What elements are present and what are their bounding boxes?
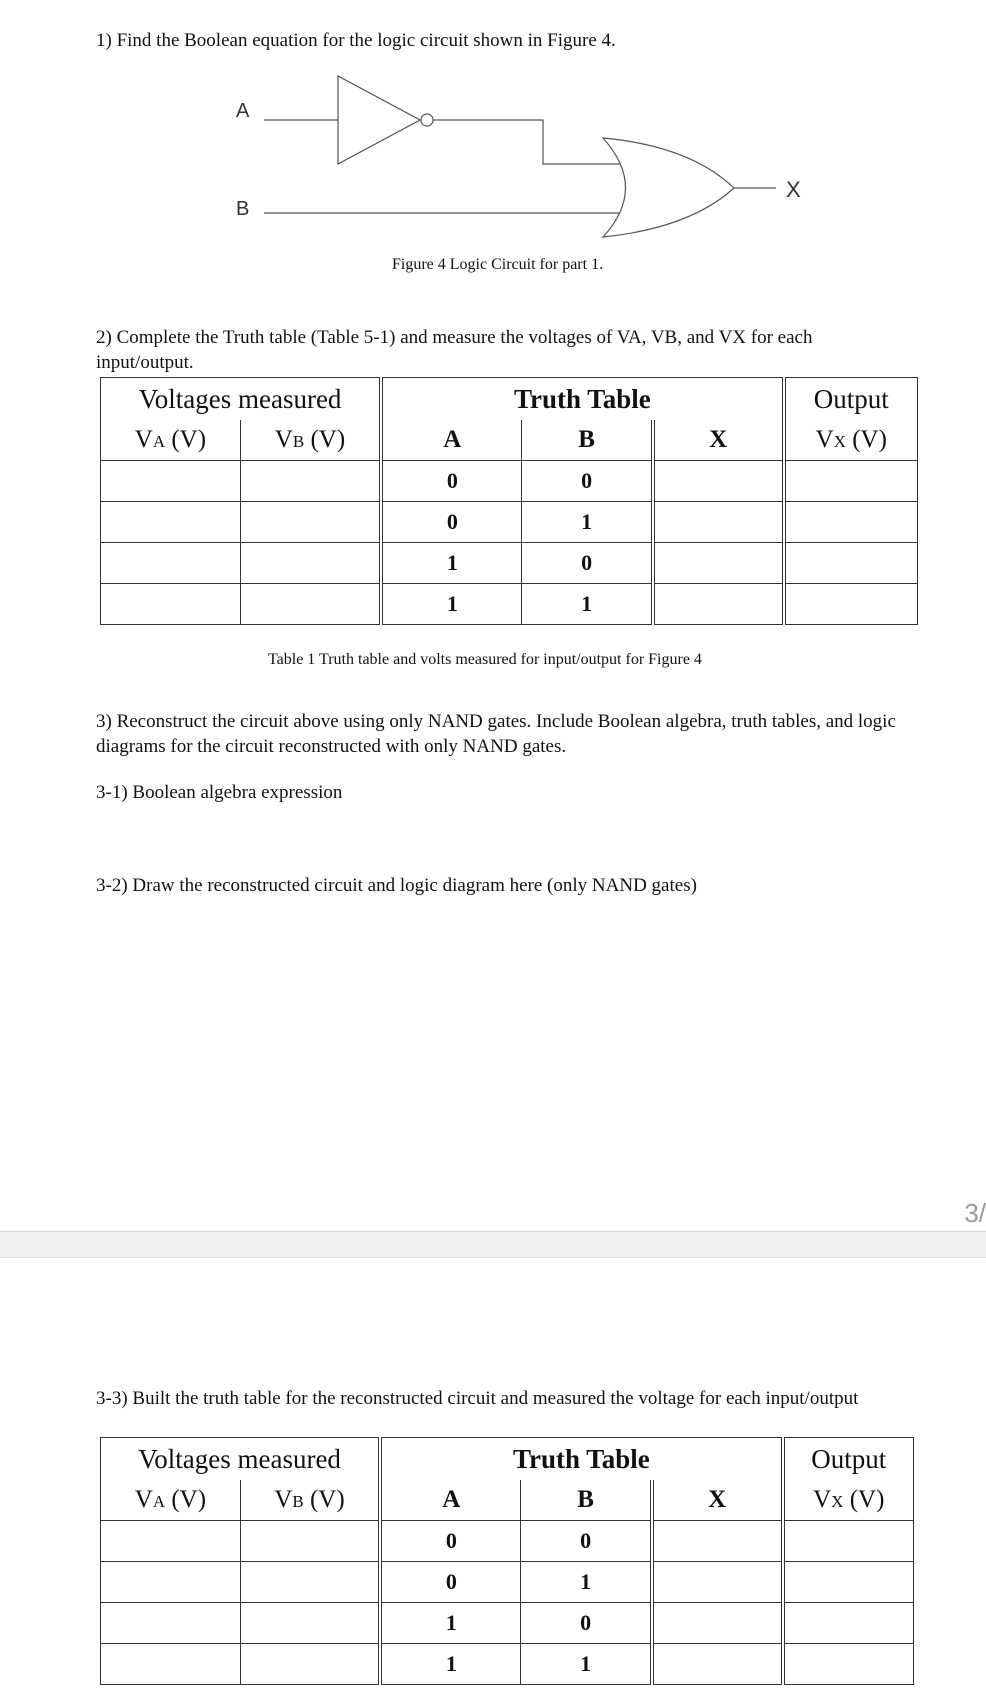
truth-table-header: Truth Table bbox=[380, 1438, 782, 1481]
not-gate bbox=[338, 76, 420, 164]
b-cell: 1 bbox=[521, 1644, 652, 1685]
vb-cell[interactable] bbox=[240, 1603, 380, 1644]
table-row bbox=[101, 584, 918, 625]
output-x-label: X bbox=[786, 177, 801, 202]
vx-cell[interactable] bbox=[784, 584, 918, 625]
not-bubble bbox=[421, 114, 433, 126]
voltages-measured-header: Voltages measured bbox=[101, 1438, 381, 1481]
input-a-label: A bbox=[236, 100, 250, 122]
a-cell: 0 bbox=[381, 502, 522, 543]
va-cell[interactable] bbox=[101, 1603, 241, 1644]
va-cell[interactable] bbox=[101, 1562, 241, 1603]
question-1: 1) Find the Boolean equation for the logic circuit shown in Figure 4. bbox=[96, 30, 616, 51]
table-row bbox=[101, 1521, 914, 1562]
vx-cell[interactable] bbox=[783, 1644, 914, 1685]
table-row bbox=[101, 461, 918, 502]
vx-header: VX (V) bbox=[784, 420, 918, 461]
b-cell: 0 bbox=[521, 1603, 652, 1644]
or-gate bbox=[603, 138, 734, 237]
voltages-measured-header: Voltages measured bbox=[101, 378, 382, 421]
vx-cell[interactable] bbox=[783, 1562, 914, 1603]
b-cell: 0 bbox=[522, 543, 653, 584]
question-3: 3) Reconstruct the circuit above using only NAND gates. Include Boolean algebra, truth tables, and logic diagrams for the circuit reconstructed with only NAND gates. bbox=[96, 711, 896, 757]
page-indicator: 3/ bbox=[964, 1198, 986, 1228]
vb-cell[interactable] bbox=[240, 584, 381, 625]
va-cell[interactable] bbox=[101, 584, 241, 625]
vx-cell[interactable] bbox=[784, 502, 918, 543]
va-header: VA (V) bbox=[101, 1480, 241, 1521]
truth-table-header: Truth Table bbox=[381, 378, 783, 421]
a-cell: 1 bbox=[380, 1603, 521, 1644]
question-3-3: 3-3) Built the truth table for the reconstructed circuit and measured the voltage for each input/output bbox=[96, 1388, 859, 1409]
table-row bbox=[101, 502, 918, 543]
x-cell[interactable] bbox=[653, 584, 784, 625]
vx-header: VX (V) bbox=[783, 1480, 914, 1521]
col-b-header: B bbox=[522, 420, 653, 461]
a-cell: 0 bbox=[380, 1562, 521, 1603]
vx-cell[interactable] bbox=[783, 1521, 914, 1562]
vb-cell[interactable] bbox=[240, 1644, 380, 1685]
table-row bbox=[101, 1603, 914, 1644]
input-b-label: B bbox=[236, 198, 250, 220]
vb-header: VB (V) bbox=[240, 420, 381, 461]
output-header: Output bbox=[784, 378, 918, 421]
vb-cell[interactable] bbox=[240, 1521, 380, 1562]
a-cell: 1 bbox=[381, 584, 522, 625]
truth-table-2 bbox=[100, 1437, 914, 1685]
col-a-header: A bbox=[380, 1480, 521, 1521]
x-cell[interactable] bbox=[652, 1644, 783, 1685]
a-cell: 0 bbox=[381, 461, 522, 502]
table-row bbox=[101, 1644, 914, 1685]
col-a-header: A bbox=[381, 420, 522, 461]
table-1-caption: Table 1 Truth table and volts measured for input/output for Figure 4 bbox=[268, 651, 702, 668]
b-cell: 1 bbox=[522, 584, 653, 625]
b-cell: 1 bbox=[521, 1562, 652, 1603]
x-cell[interactable] bbox=[652, 1603, 783, 1644]
truth-table-1 bbox=[100, 377, 918, 625]
question-3-1: 3-1) Boolean algebra expression bbox=[96, 782, 343, 803]
col-x-header: X bbox=[653, 420, 784, 461]
vb-cell[interactable] bbox=[240, 543, 381, 584]
x-cell[interactable] bbox=[653, 502, 784, 543]
va-cell[interactable] bbox=[101, 1521, 241, 1562]
a-cell: 1 bbox=[381, 543, 522, 584]
figure-caption: Figure 4 Logic Circuit for part 1. bbox=[392, 256, 604, 273]
output-header: Output bbox=[783, 1438, 914, 1481]
b-cell: 0 bbox=[522, 461, 653, 502]
logic-circuit-figure bbox=[0, 60, 986, 280]
page-separator bbox=[0, 1231, 986, 1258]
question-2: 2) Complete the Truth table (Table 5-1) and measure the voltages of VA, VB, and VX for each input/output. bbox=[96, 327, 813, 373]
a-cell: 0 bbox=[380, 1521, 521, 1562]
va-cell[interactable] bbox=[101, 1644, 241, 1685]
vx-cell[interactable] bbox=[784, 461, 918, 502]
vb-cell[interactable] bbox=[240, 461, 381, 502]
a-cell: 1 bbox=[380, 1644, 521, 1685]
va-cell[interactable] bbox=[101, 502, 241, 543]
table-row bbox=[101, 543, 918, 584]
va-cell[interactable] bbox=[101, 461, 241, 502]
table-row bbox=[101, 1562, 914, 1603]
x-cell[interactable] bbox=[652, 1562, 783, 1603]
col-x-header: X bbox=[652, 1480, 783, 1521]
col-b-header: B bbox=[521, 1480, 652, 1521]
b-cell: 0 bbox=[521, 1521, 652, 1562]
wire-not-out bbox=[433, 120, 620, 164]
x-cell[interactable] bbox=[652, 1521, 783, 1562]
va-header: VA (V) bbox=[101, 420, 241, 461]
vb-cell[interactable] bbox=[240, 1562, 380, 1603]
vx-cell[interactable] bbox=[783, 1603, 914, 1644]
b-cell: 1 bbox=[522, 502, 653, 543]
x-cell[interactable] bbox=[653, 543, 784, 584]
va-cell[interactable] bbox=[101, 543, 241, 584]
x-cell[interactable] bbox=[653, 461, 784, 502]
question-3-2: 3-2) Draw the reconstructed circuit and logic diagram here (only NAND gates) bbox=[96, 875, 697, 896]
vb-cell[interactable] bbox=[240, 502, 381, 543]
vx-cell[interactable] bbox=[784, 543, 918, 584]
vb-header: VB (V) bbox=[240, 1480, 380, 1521]
